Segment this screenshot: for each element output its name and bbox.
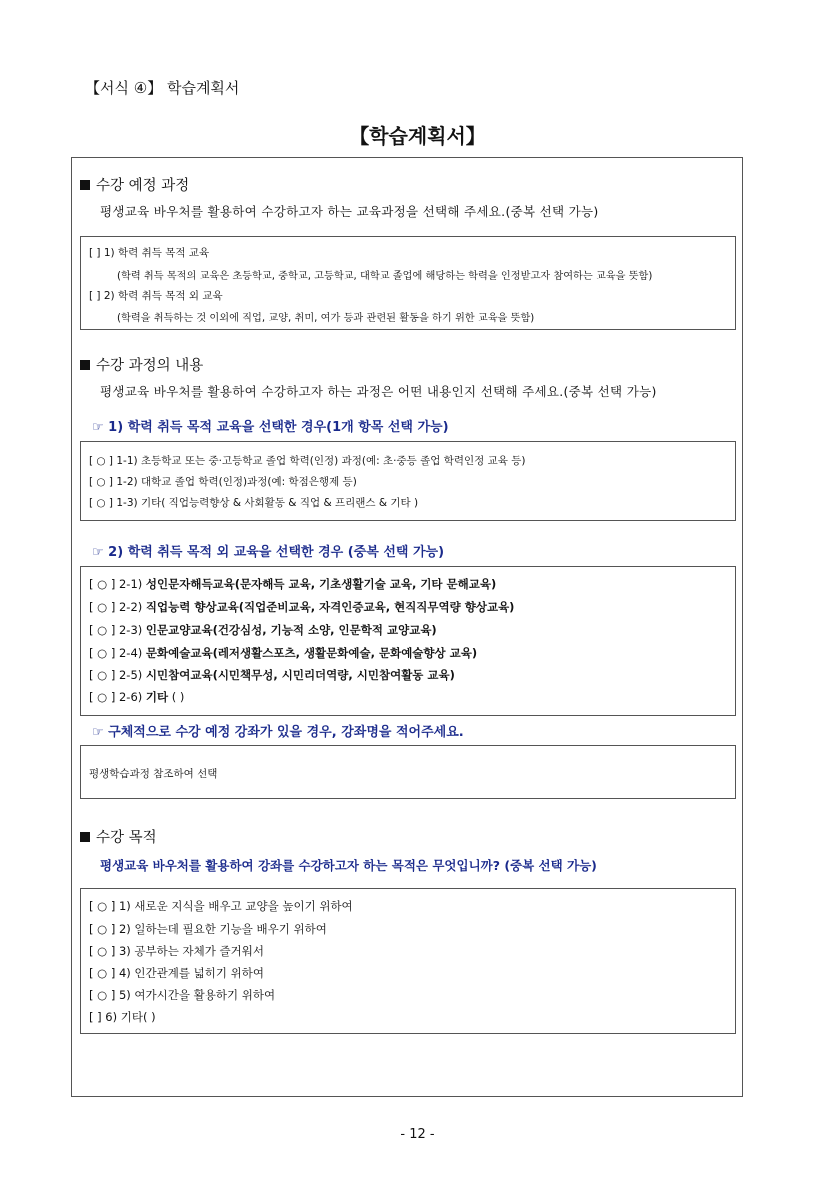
non-degree-option[interactable] <box>89 576 496 592</box>
option-detail: (문자해득 교육, 기초생활기술 교육, 기타 문해교육) <box>234 577 497 591</box>
purpose-option[interactable]: [ ○ ] 3) 공부하는 자체가 즐거워서 <box>89 944 264 958</box>
section-heading-purpose <box>80 826 157 847</box>
option-detail: (시민책무성, 시민리더역량, 시민참여활동 교육) <box>212 668 455 682</box>
subsection-heading-degree: ☞ 1) 학력 취득 목적 교육을 선택한 경우(1개 항목 선택 가능) <box>92 420 449 435</box>
option-prefix: [ ○ ] 2-4) <box>89 646 146 660</box>
degree-option[interactable]: [ ○ ] 1-3) 기타( 직업능력향상 & 사회활동 & 직업 & 프리랜스 & 기타 ) <box>89 497 419 509</box>
square-bullet-icon <box>80 360 90 370</box>
non-degree-option[interactable] <box>89 599 514 615</box>
document-title: 【학습계획서】 <box>349 124 486 148</box>
option-name: 문화예술교육 <box>145 646 213 660</box>
specific-course-answer: 평생학습과정 참조하여 선택 <box>89 768 218 780</box>
non-degree-option[interactable] <box>89 622 437 638</box>
option-detail: (레저생활스포츠, 생활문화예술, 문화예술향상 교육) <box>212 646 478 660</box>
course-type-description: (학력 취득 목적의 교육은 초등학교, 중학교, 고등학교, 대학교 졸업에 해당하는 학력을 인정받고자 참여하는 교육을 뜻함) <box>117 271 653 282</box>
purpose-option[interactable]: [ ○ ] 1) 새로운 지식을 배우고 교양을 높이기 위하여 <box>89 899 353 913</box>
option-prefix: [ ○ ] 2-2) <box>89 600 146 614</box>
option-prefix: [ ○ ] 2-6) <box>89 690 146 704</box>
option-name: 기타 <box>145 690 169 704</box>
purpose-option[interactable]: [ ○ ] 2) 일하는데 필요한 기능을 배우기 위하여 <box>89 922 327 936</box>
form-label: 【서식 ④】 학습계획서 <box>85 79 240 97</box>
non-degree-option[interactable] <box>89 689 184 705</box>
option-name: 성인문자해득교육 <box>145 577 235 591</box>
page-number: - 12 - <box>400 1127 435 1142</box>
option-detail: (직업준비교육, 자격인증교육, 현직직무역량 향상교육) <box>238 600 515 614</box>
purpose-option[interactable]: [ ○ ] 4) 인간관계를 넓히기 위하여 <box>89 966 264 980</box>
option-detail: ( ) <box>168 690 185 704</box>
option-detail: (건강심성, 기능적 소양, 인문학적 교양교육) <box>212 623 437 637</box>
purpose-instruction: 평생교육 바우처를 활용하여 강좌를 수강하고자 하는 목적은 무엇입니까? (중복 선택 가능) <box>100 858 597 873</box>
subsection-heading-non-degree: ☞ 2) 학력 취득 목적 외 교육을 선택한 경우 (중복 선택 가능) <box>92 545 445 560</box>
purpose-option[interactable]: [ ○ ] 5) 여가시간을 활용하기 위하여 <box>89 988 276 1002</box>
section-heading-course-content <box>80 354 203 375</box>
option-prefix: [ ○ ] 2-3) <box>89 623 146 637</box>
non-degree-option[interactable] <box>89 667 455 683</box>
option-prefix: [ ○ ] 2-5) <box>89 668 146 682</box>
subsection-heading-specific-course: ☞ 구체적으로 수강 예정 강좌가 있을 경우, 강좌명을 적어주세요. <box>92 725 464 740</box>
section-heading-text: 수강 예정 과정 <box>96 178 190 194</box>
course-type-description: (학력을 취득하는 것 이외에 직업, 교양, 취미, 여가 등과 관련된 활동을 하기 위한 교육을 뜻함) <box>117 313 535 324</box>
section-instruction: 평생교육 바우처를 활용하여 수강하고자 하는 교육과정을 선택해 주세요.(중복 선택 가능) <box>100 204 599 219</box>
square-bullet-icon <box>80 832 90 842</box>
purpose-box <box>80 888 736 1034</box>
non-degree-option[interactable] <box>89 645 477 661</box>
specific-course-box[interactable] <box>80 745 736 799</box>
course-type-option[interactable]: [ ] 1) 학력 취득 목적 교육 <box>89 247 210 259</box>
option-name: 시민참여교육 <box>145 668 213 682</box>
section-heading-planned-course <box>80 174 189 195</box>
non-degree-course-box <box>80 566 736 716</box>
degree-option[interactable]: [ ○ ] 1-2) 대학교 졸업 학력(인정)과정(예: 학점은행제 등) <box>89 476 357 488</box>
section-heading-text: 수강 과정의 내용 <box>96 358 204 374</box>
course-type-box <box>80 236 736 330</box>
course-type-option[interactable]: [ ] 2) 학력 취득 목적 외 교육 <box>89 290 223 302</box>
degree-option[interactable]: [ ○ ] 1-1) 초등학교 또는 중·고등학교 졸업 학력(인정) 과정(예: 초·중등 졸업 학력인정 교육 등) <box>89 455 526 467</box>
degree-course-box <box>80 441 736 521</box>
section-instruction: 평생교육 바우처를 활용하여 수강하고자 하는 과정은 어떤 내용인지 선택해 주세요.(중복 선택 가능) <box>100 384 657 399</box>
option-prefix: [ ○ ] 2-1) <box>89 577 146 591</box>
purpose-option[interactable]: [ ] 6) 기타( ) <box>89 1010 156 1024</box>
square-bullet-icon <box>80 180 90 190</box>
option-name: 직업능력 향상교육 <box>145 600 239 614</box>
section-heading-text: 수강 목적 <box>96 830 157 846</box>
option-name: 인문교양교육 <box>145 623 213 637</box>
